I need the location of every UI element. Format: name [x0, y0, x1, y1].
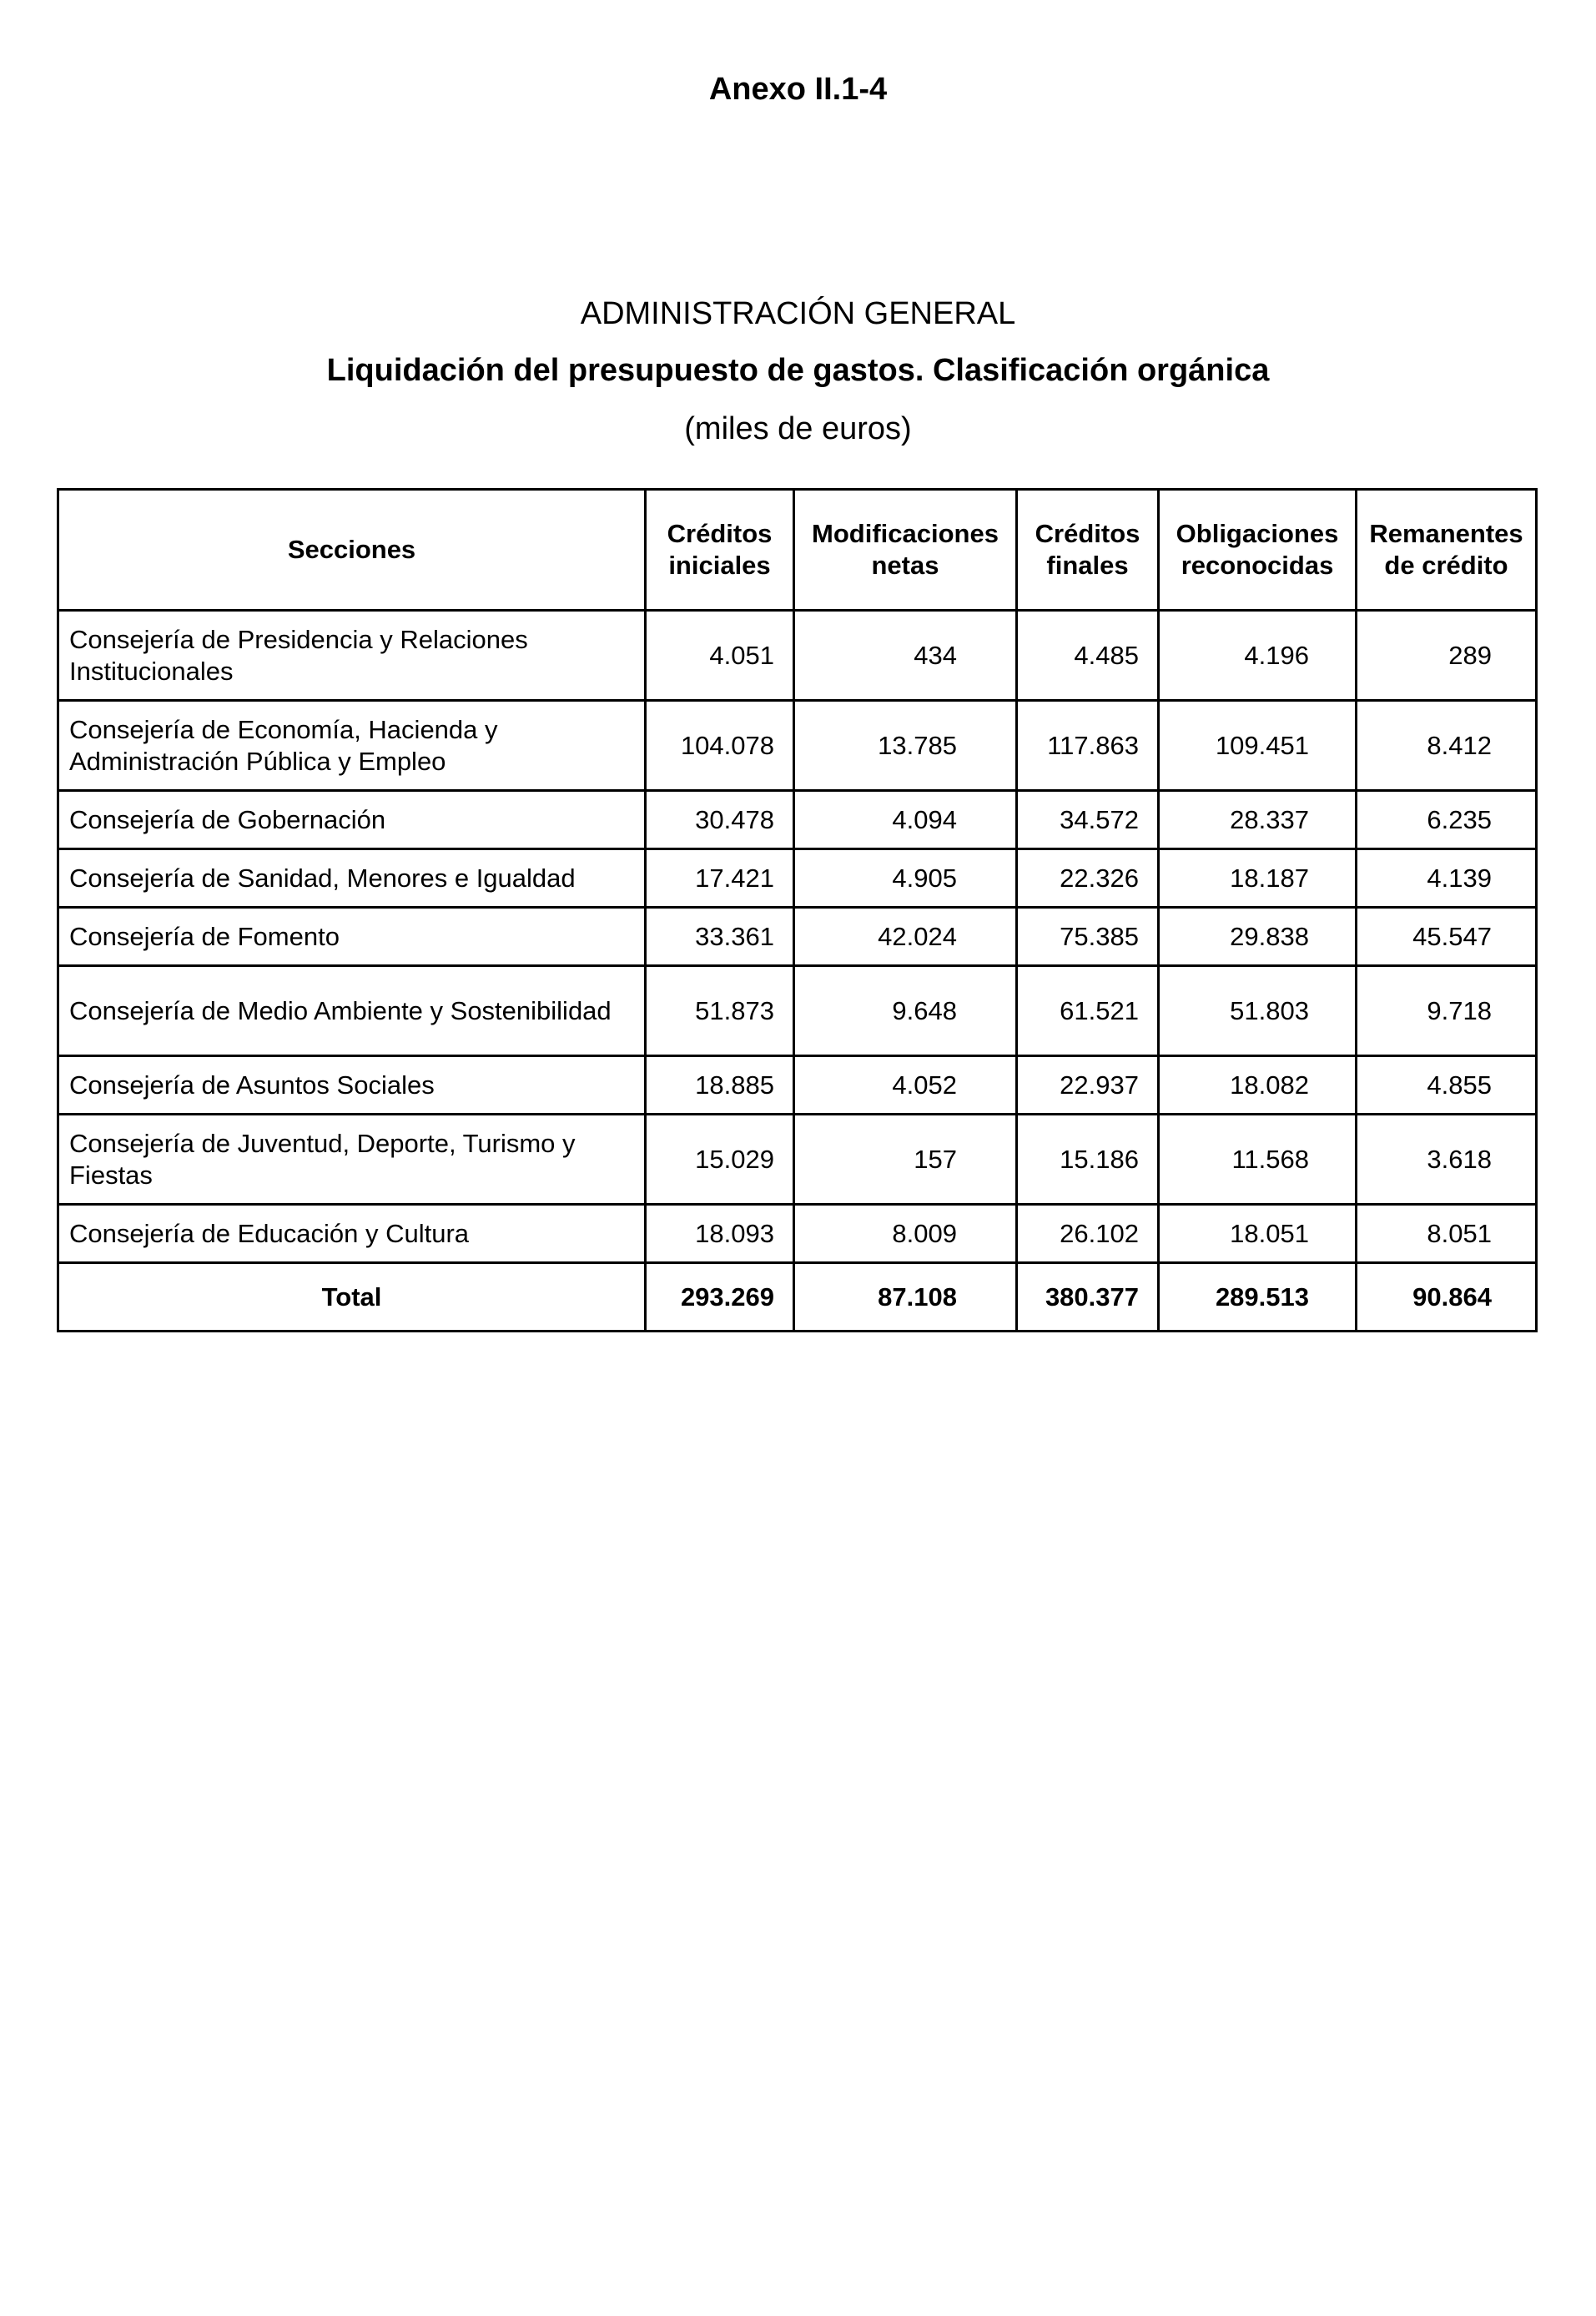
column-header-label: Remanentes: [1369, 519, 1523, 548]
cell-creditos-finales: 15.186: [1017, 1115, 1159, 1205]
row-section-name: Consejería de Presidencia y Relaciones Institucionales: [58, 611, 646, 701]
column-header-label: finales: [1046, 551, 1129, 580]
document-subtitle: Liquidación del presupuesto de gastos. Clasificación orgánica: [326, 353, 1270, 388]
cell-remanentes-de-credito: 3.618: [1357, 1115, 1537, 1205]
cell-creditos-finales: 22.326: [1017, 849, 1159, 908]
row-section-name: Consejería de Sanidad, Menores e Igualdad: [58, 849, 646, 908]
cell-remanentes-de-credito: 45.547: [1357, 908, 1537, 966]
cell-creditos-finales: 26.102: [1017, 1205, 1159, 1263]
budget-table: [57, 488, 1538, 1332]
cell-remanentes-de-credito: 6.235: [1357, 791, 1537, 849]
row-section-name: Consejería de Gobernación: [58, 791, 646, 849]
cell-obligaciones-reconocidas: 4.196: [1159, 611, 1357, 701]
cell-remanentes-de-credito: 4.855: [1357, 1056, 1537, 1115]
table-row: [58, 849, 1537, 908]
cell-remanentes-de-credito: 8.412: [1357, 701, 1537, 791]
cell-remanentes-de-credito: 9.718: [1357, 966, 1537, 1056]
cell-creditos-finales: 61.521: [1017, 966, 1159, 1056]
cell-modificaciones-netas: 42.024: [794, 908, 1017, 966]
cell-modificaciones-netas: 8.009: [794, 1205, 1017, 1263]
cell-remanentes-de-credito: 4.139: [1357, 849, 1537, 908]
total-label: Total: [58, 1263, 646, 1332]
cell-modificaciones-netas: 434: [794, 611, 1017, 701]
cell-modificaciones-netas: 9.648: [794, 966, 1017, 1056]
column-header-remanentes-de-credito: [1357, 490, 1537, 611]
row-section-name: Consejería de Medio Ambiente y Sostenibilidad: [58, 966, 646, 1056]
column-header-label: de crédito: [1384, 551, 1508, 580]
total-creditos-finales: 380.377: [1017, 1263, 1159, 1332]
table-row: [58, 908, 1537, 966]
table-row: [58, 791, 1537, 849]
cell-creditos-finales: 117.863: [1017, 701, 1159, 791]
cell-creditos-iniciales: 17.421: [646, 849, 794, 908]
row-section-name: Consejería de Economía, Hacienda y Administración Pública y Empleo: [58, 701, 646, 791]
cell-obligaciones-reconocidas: 11.568: [1159, 1115, 1357, 1205]
table-row: [58, 1056, 1537, 1115]
table-row: [58, 1115, 1537, 1205]
cell-creditos-iniciales: 30.478: [646, 791, 794, 849]
cell-creditos-iniciales: 4.051: [646, 611, 794, 701]
column-header-label: Créditos: [1035, 519, 1140, 548]
cell-obligaciones-reconocidas: 28.337: [1159, 791, 1357, 849]
total-modificaciones-netas: 87.108: [794, 1263, 1017, 1332]
cell-obligaciones-reconocidas: 18.082: [1159, 1056, 1357, 1115]
column-header-secciones: [58, 490, 646, 611]
cell-obligaciones-reconocidas: 18.051: [1159, 1205, 1357, 1263]
table-row: [58, 1205, 1537, 1263]
cell-creditos-finales: 22.937: [1017, 1056, 1159, 1115]
cell-creditos-finales: 75.385: [1017, 908, 1159, 966]
row-section-name: Consejería de Fomento: [58, 908, 646, 966]
table-row: [58, 966, 1537, 1056]
column-header-label: Obligaciones: [1176, 519, 1339, 548]
cell-creditos-finales: 34.572: [1017, 791, 1159, 849]
cell-creditos-finales: 4.485: [1017, 611, 1159, 701]
total-obligaciones-reconocidas: 289.513: [1159, 1263, 1357, 1332]
row-section-name: Consejería de Asuntos Sociales: [58, 1056, 646, 1115]
cell-obligaciones-reconocidas: 109.451: [1159, 701, 1357, 791]
column-header-label: iniciales: [668, 551, 771, 580]
annex-number: Anexo II.1-4: [708, 72, 888, 107]
cell-modificaciones-netas: 4.094: [794, 791, 1017, 849]
cell-modificaciones-netas: 4.052: [794, 1056, 1017, 1115]
column-header-creditos-finales: [1017, 490, 1159, 611]
cell-obligaciones-reconocidas: 51.803: [1159, 966, 1357, 1056]
document-title: ADMINISTRACIÓN GENERAL: [580, 296, 1016, 331]
cell-creditos-iniciales: 51.873: [646, 966, 794, 1056]
cell-creditos-iniciales: 18.093: [646, 1205, 794, 1263]
cell-modificaciones-netas: 157: [794, 1115, 1017, 1205]
cell-creditos-iniciales: 104.078: [646, 701, 794, 791]
cell-remanentes-de-credito: 289: [1357, 611, 1537, 701]
units-note: (miles de euros): [684, 411, 912, 446]
cell-modificaciones-netas: 4.905: [794, 849, 1017, 908]
table-body: [58, 611, 1537, 1263]
total-row: [58, 1263, 1537, 1332]
column-header-label: Secciones: [287, 535, 416, 564]
cell-creditos-iniciales: 33.361: [646, 908, 794, 966]
row-section-name: Consejería de Juventud, Deporte, Turismo y Fiestas: [58, 1115, 646, 1205]
column-header-label: Créditos: [667, 519, 773, 548]
column-header-label: Modificaciones: [812, 519, 999, 548]
column-header-modificaciones-netas: [794, 490, 1017, 611]
total-remanentes-de-credito: 90.864: [1357, 1263, 1537, 1332]
column-header-label: netas: [871, 551, 939, 580]
row-section-name: Consejería de Educación y Cultura: [58, 1205, 646, 1263]
table-row: [58, 611, 1537, 701]
column-header-obligaciones-reconocidas: [1159, 490, 1357, 611]
cell-creditos-iniciales: 15.029: [646, 1115, 794, 1205]
cell-creditos-iniciales: 18.885: [646, 1056, 794, 1115]
table-footer: [58, 1263, 1537, 1332]
cell-modificaciones-netas: 13.785: [794, 701, 1017, 791]
table-header: [58, 490, 1537, 611]
table-row: [58, 701, 1537, 791]
column-header-label: reconocidas: [1181, 551, 1334, 580]
total-creditos-iniciales: 293.269: [646, 1263, 794, 1332]
cell-remanentes-de-credito: 8.051: [1357, 1205, 1537, 1263]
cell-obligaciones-reconocidas: 18.187: [1159, 849, 1357, 908]
header-row: [58, 490, 1537, 611]
cell-obligaciones-reconocidas: 29.838: [1159, 908, 1357, 966]
column-header-creditos-iniciales: [646, 490, 794, 611]
